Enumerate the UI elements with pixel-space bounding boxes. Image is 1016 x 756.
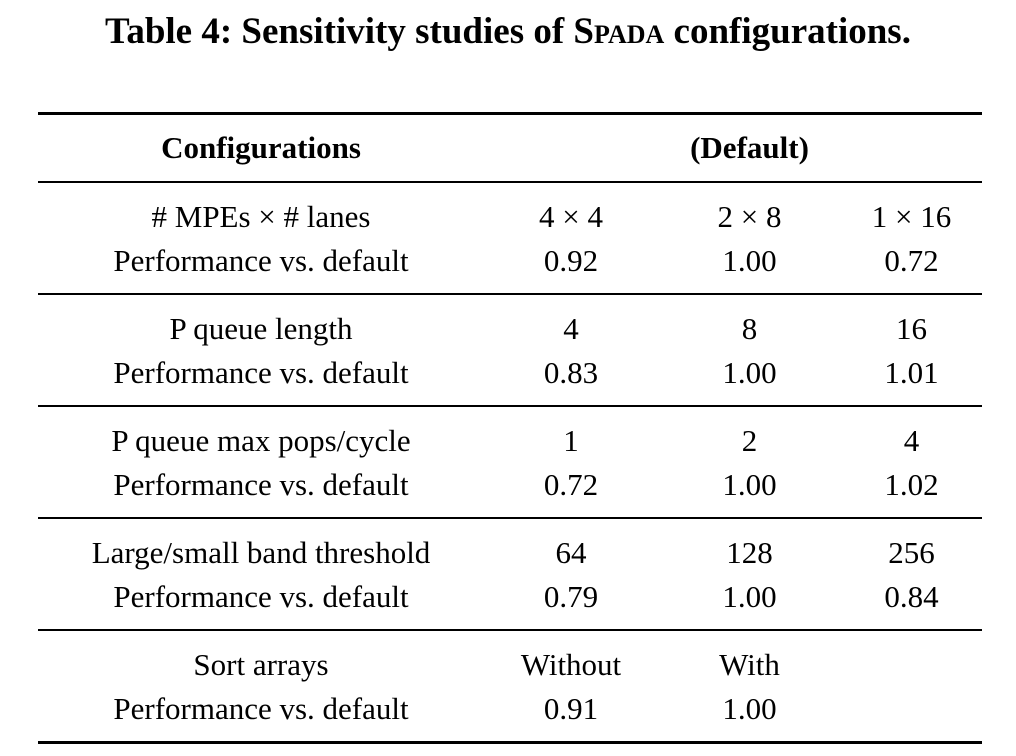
config-row	[38, 518, 982, 575]
performance-value	[841, 687, 982, 743]
config-row	[38, 630, 982, 687]
config-row	[38, 406, 982, 463]
group-band-threshold	[38, 518, 982, 630]
config-value: 4	[563, 311, 579, 346]
config-value: 2	[741, 423, 758, 458]
config-value: 1 × 16	[871, 199, 952, 234]
config-label: P queue max pops/cycle	[111, 423, 411, 458]
config-value	[841, 630, 982, 687]
sensitivity-table	[38, 112, 982, 744]
performance-label: Performance vs. default	[38, 239, 484, 294]
caption-system-name: Spada	[573, 11, 665, 52]
config-value: 2 × 8	[717, 199, 782, 234]
performance-value: 1.00	[658, 575, 841, 630]
performance-value: 0.79	[484, 575, 658, 630]
group-mpes-lanes	[38, 182, 982, 294]
performance-row	[38, 351, 982, 406]
performance-value: 1.02	[841, 463, 982, 518]
config-label: P queue length	[169, 311, 353, 346]
performance-value: 1.00	[658, 239, 841, 294]
header-configurations: Configurations	[38, 114, 484, 183]
group-sort-arrays	[38, 630, 982, 743]
performance-value: 0.84	[841, 575, 982, 630]
config-value: 256	[888, 535, 935, 570]
performance-value: 1.01	[841, 351, 982, 406]
caption-prefix: Table 4: Sensitivity studies of	[105, 11, 574, 52]
performance-value: 0.83	[484, 351, 658, 406]
config-value: 4	[903, 423, 920, 458]
group-p-queue-length	[38, 294, 982, 406]
header-default: (Default)	[658, 114, 841, 183]
caption-suffix: configurations.	[664, 11, 911, 52]
header-col-3	[841, 114, 982, 183]
config-value: 16	[896, 311, 927, 346]
performance-value: 1.00	[722, 691, 777, 726]
header-col-1	[484, 114, 658, 183]
group-p-queue-max-pops	[38, 406, 982, 518]
performance-label: Performance vs. default	[113, 691, 409, 726]
config-label: # MPEs × # lanes	[151, 199, 371, 234]
config-value: With	[719, 647, 780, 682]
config-row	[38, 294, 982, 351]
config-label: Large/small band threshold	[91, 535, 431, 570]
performance-row	[38, 687, 982, 743]
performance-value: 1.00	[658, 463, 841, 518]
performance-row	[38, 575, 982, 630]
config-value: 64	[555, 535, 587, 570]
config-label: Sort arrays	[193, 647, 329, 682]
header-row	[38, 114, 982, 183]
performance-row	[38, 239, 982, 294]
config-value: 128	[726, 535, 773, 570]
config-value: 4 × 4	[539, 199, 603, 234]
config-value: 1	[563, 423, 579, 458]
table-caption	[0, 8, 1016, 56]
config-row	[38, 182, 982, 239]
performance-value: 0.92	[484, 239, 658, 294]
performance-row	[38, 463, 982, 518]
performance-label: Performance vs. default	[38, 351, 484, 406]
performance-value: 1.00	[658, 351, 841, 406]
performance-value: 0.91	[543, 691, 599, 726]
performance-value: 0.72	[841, 239, 982, 294]
config-value: Without	[520, 647, 622, 682]
performance-value: 0.72	[484, 463, 658, 518]
performance-label: Performance vs. default	[38, 463, 484, 518]
config-value: 8	[741, 311, 758, 346]
performance-label: Performance vs. default	[38, 575, 484, 630]
